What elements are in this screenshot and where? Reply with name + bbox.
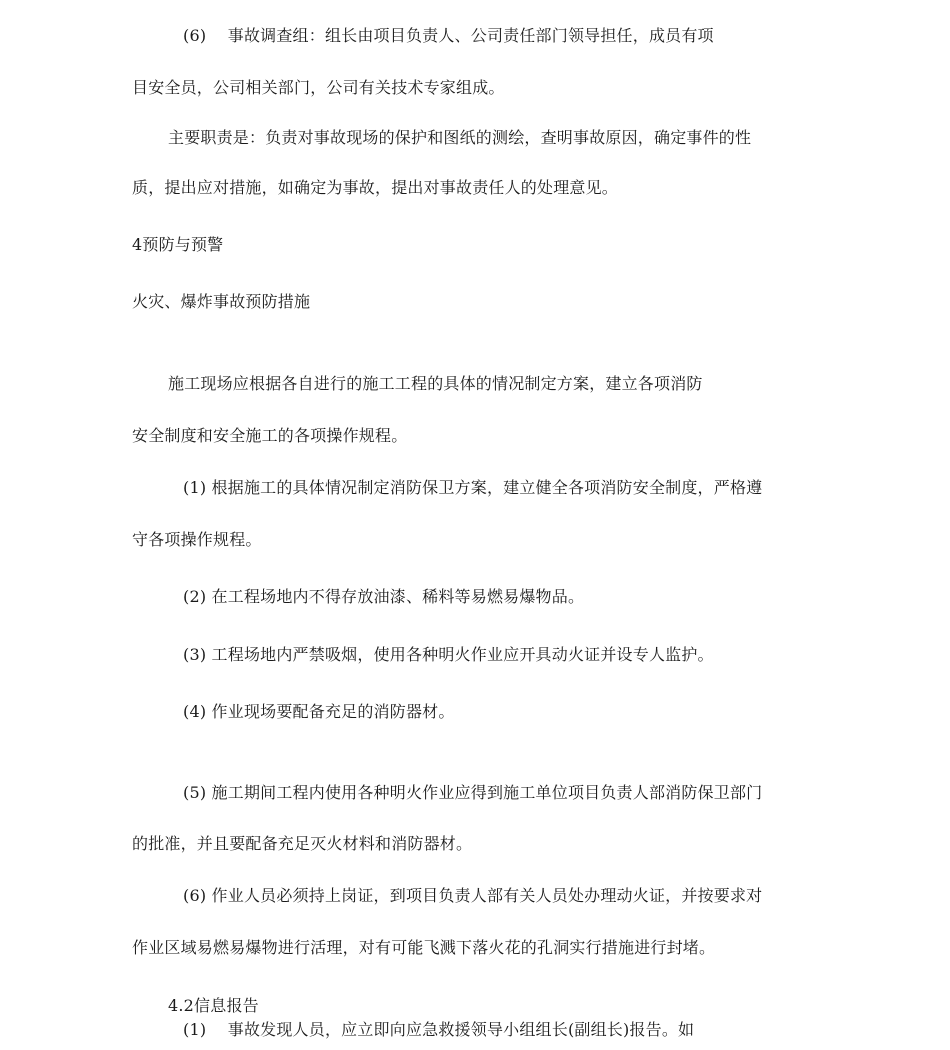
section-heading-information-report: 4.2信息报告	[168, 996, 259, 1015]
list-item-5-line-2: 的批准，并且要配备充足灭火材料和消防器材。	[132, 834, 473, 853]
list-item-6-line-1: (6) 作业人员必须持上岗证，到项目负责人部有关人员处办理动火证，并按要求对	[183, 886, 763, 905]
list-item-4: (4) 作业现场要配备充足的消防器材。	[183, 702, 455, 721]
paragraph-main-duties-line-1: 主要职责是：负责对事故现场的保护和图纸的测绘，查明事故原因，确定事件的性	[168, 128, 752, 147]
list-item-2: (2) 在工程场地内不得存放油漆、稀料等易燃易爆物品。	[183, 587, 585, 606]
paragraph-investigation-team-line-1: (6) 事故调查组：组长由项目负责人、公司责任部门领导担任，成员有项	[183, 26, 714, 45]
report-item-1-line-1: (1) 事故发现人员，应立即向应急救援领导小组组长(副组长)报告。如	[183, 1020, 695, 1039]
subheading-fire-explosion: 火灾、爆炸事故预防措施	[132, 292, 311, 311]
paragraph-investigation-team-line-2: 目安全员，公司相关部门，公司有关技术专家组成。	[132, 78, 505, 97]
list-item-1-line-1: (1) 根据施工的具体情况制定消防保卫方案，建立健全各项消防安全制度，严格遵	[183, 478, 763, 497]
list-item-1-line-2: 守各项操作规程。	[132, 530, 262, 549]
paragraph-main-duties-line-2: 质，提出应对措施，如确定为事故，提出对事故责任人的处理意见。	[132, 178, 619, 197]
section-heading-prevention: 4预防与预警	[132, 235, 224, 254]
list-item-6-line-2: 作业区域易燃易爆物进行活理，对有可能飞溅下落火花的孔洞实行措施进行封堵。	[132, 938, 716, 957]
list-item-3: (3) 工程场地内严禁吸烟，使用各种明火作业应开具动火证并设专人监护。	[183, 645, 714, 664]
paragraph-intro-line-1: 施工现场应根据各自进行的施工工程的具体的情况制定方案，建立各项消防	[168, 374, 703, 393]
paragraph-intro-line-2: 安全制度和安全施工的各项操作规程。	[132, 426, 408, 445]
list-item-5-line-1: (5) 施工期间工程内使用各种明火作业应得到施工单位项目负责人部消防保卫部门	[183, 783, 763, 802]
